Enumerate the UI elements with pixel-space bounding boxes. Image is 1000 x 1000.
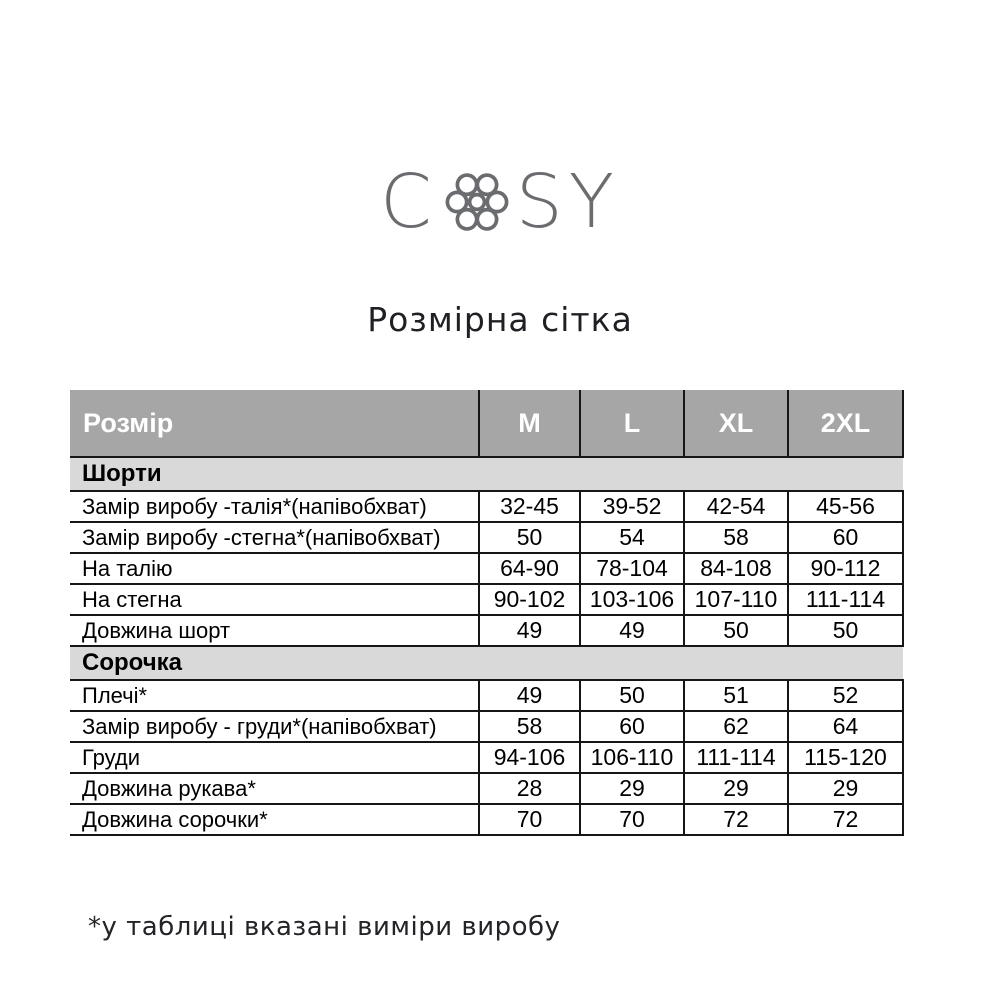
- table-row: [70, 522, 903, 553]
- table-row: [70, 773, 903, 804]
- value-cell: 107-110: [684, 584, 788, 615]
- table-row: [70, 680, 903, 711]
- value-cell: 58: [684, 522, 788, 553]
- value-cell: 90-112: [788, 553, 903, 584]
- value-cell: 64: [788, 711, 903, 742]
- logo-text-left: C: [380, 159, 438, 245]
- value-cell: 51: [684, 680, 788, 711]
- row-label: Плечі*: [70, 680, 479, 711]
- header-cell-m: M: [479, 390, 580, 457]
- value-cell: 70: [580, 804, 684, 835]
- value-cell: 115-120: [788, 742, 903, 773]
- section-title: Сорочка: [70, 646, 903, 680]
- row-label: Довжина шорт: [70, 615, 479, 646]
- value-cell: 111-114: [684, 742, 788, 773]
- value-cell: 29: [788, 773, 903, 804]
- value-cell: 49: [479, 680, 580, 711]
- value-cell: 42-54: [684, 491, 788, 522]
- size-table-body: [70, 457, 903, 835]
- table-row: [70, 553, 903, 584]
- value-cell: 106-110: [580, 742, 684, 773]
- value-cell: 70: [479, 804, 580, 835]
- size-table: [70, 390, 904, 836]
- table-row: [70, 742, 903, 773]
- value-cell: 62: [684, 711, 788, 742]
- header-cell-l: L: [580, 390, 684, 457]
- value-cell: 45-56: [788, 491, 903, 522]
- brand-logo: [0, 160, 1000, 244]
- value-cell: 90-102: [479, 584, 580, 615]
- value-cell: 103-106: [580, 584, 684, 615]
- table-row: [70, 584, 903, 615]
- row-label: Довжина сорочки*: [70, 804, 479, 835]
- value-cell: 60: [580, 711, 684, 742]
- value-cell: 49: [580, 615, 684, 646]
- footnote: *у таблиці вказані виміри виробу: [88, 912, 561, 942]
- value-cell: 50: [479, 522, 580, 553]
- value-cell: 72: [684, 804, 788, 835]
- value-cell: 60: [788, 522, 903, 553]
- value-cell: 29: [684, 773, 788, 804]
- value-cell: 39-52: [580, 491, 684, 522]
- row-label: На стегна: [70, 584, 479, 615]
- section-title: Шорти: [70, 457, 903, 491]
- value-cell: 29: [580, 773, 684, 804]
- value-cell: 28: [479, 773, 580, 804]
- value-cell: 72: [788, 804, 903, 835]
- header-cell-size: Розмір: [70, 390, 479, 457]
- row-label: Замір виробу - груди*(напівобхват): [70, 711, 479, 742]
- table-row: [70, 491, 903, 522]
- section-row-0: [70, 457, 903, 491]
- value-cell: 49: [479, 615, 580, 646]
- value-cell: 52: [788, 680, 903, 711]
- value-cell: 78-104: [580, 553, 684, 584]
- value-cell: 58: [479, 711, 580, 742]
- value-cell: 84-108: [684, 553, 788, 584]
- value-cell: 111-114: [788, 584, 903, 615]
- value-cell: 32-45: [479, 491, 580, 522]
- value-cell: 64-90: [479, 553, 580, 584]
- header-cell-2xl: 2XL: [788, 390, 903, 457]
- table-row: [70, 804, 903, 835]
- header-cell-xl: XL: [684, 390, 788, 457]
- value-cell: 50: [684, 615, 788, 646]
- table-row: [70, 711, 903, 742]
- row-label: Замір виробу -талія*(напівобхват): [70, 491, 479, 522]
- value-cell: 94-106: [479, 742, 580, 773]
- table-row: [70, 615, 903, 646]
- flower-knot-icon: [440, 162, 514, 242]
- page-title: Розмірна сітка: [367, 300, 633, 339]
- row-label: Довжина рукава*: [70, 773, 479, 804]
- logo-text-right: SY: [515, 159, 620, 245]
- row-label: Груди: [70, 742, 479, 773]
- value-cell: 54: [580, 522, 684, 553]
- value-cell: 50: [788, 615, 903, 646]
- value-cell: 50: [580, 680, 684, 711]
- section-row-1: [70, 646, 903, 680]
- row-label: Замір виробу -стегна*(напівобхват): [70, 522, 479, 553]
- row-label: На талію: [70, 553, 479, 584]
- table-header-row: [70, 390, 903, 457]
